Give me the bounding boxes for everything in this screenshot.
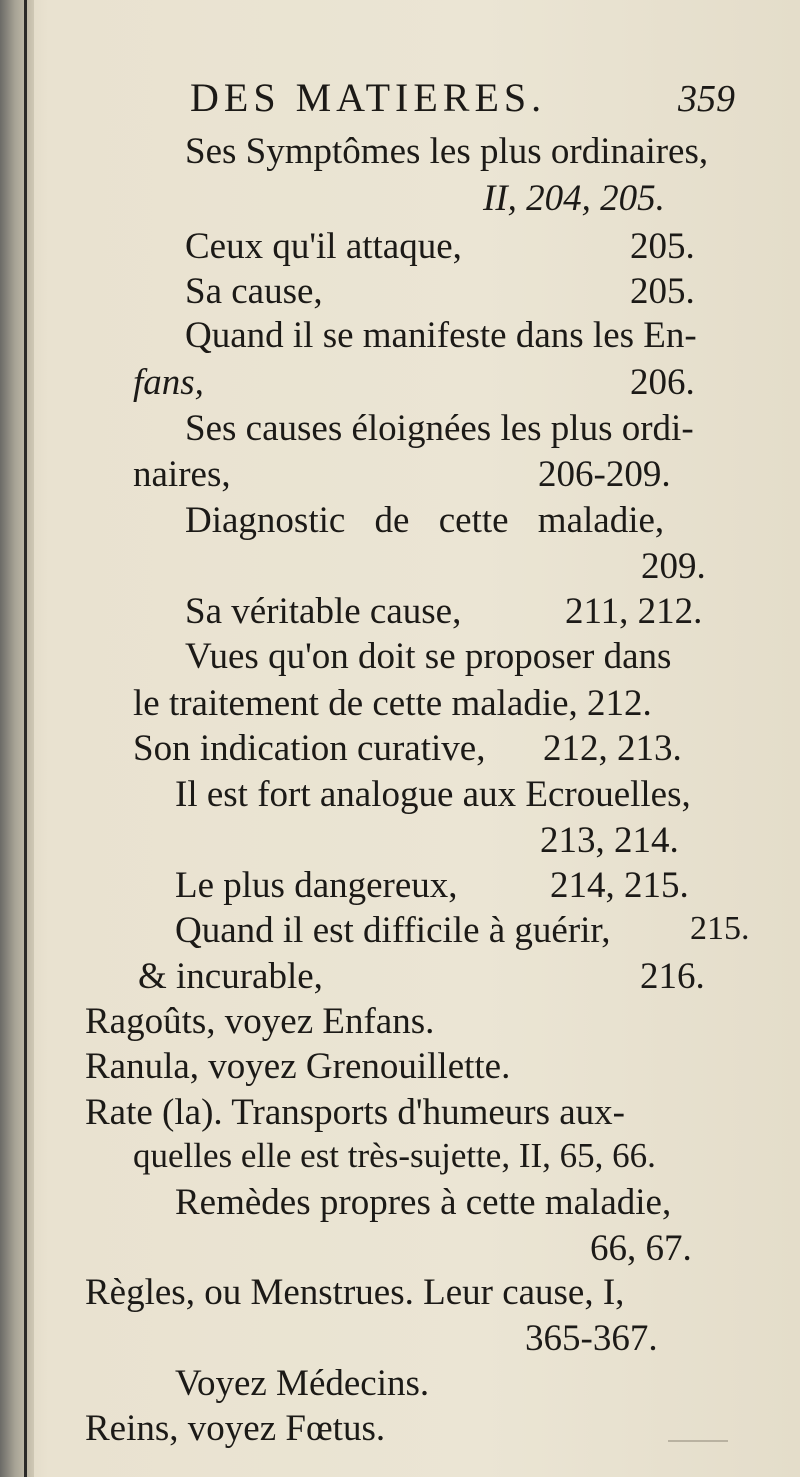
index-line: Quand il se manifeste dans les En- [185,315,697,356]
index-line: Vues qu'on doit se proposer dans [185,636,672,677]
index-line: 213, 214. [540,820,679,861]
index-line: 216. [640,956,705,997]
index-line: & incurable, [138,956,323,997]
index-line: Règles, ou Menstrues. Leur cause, I, [85,1272,625,1313]
index-line: naires, [133,454,231,495]
running-title: DES MATIERES. [190,75,547,120]
index-line: quelles elle est très-sujette, II, 65, 66. [133,1136,656,1175]
index-line: Voyez Médecins. [175,1363,430,1404]
index-line: le traitement de cette maladie, 212. [133,683,652,724]
index-line: Remèdes propres à cette maladie, [175,1182,672,1223]
index-line: Ragoûts, voyez Enfans. [85,1001,435,1042]
index-line: 205. [630,271,695,312]
index-line: Ses causes éloignées les plus ordi- [185,408,694,449]
page-number: 359 [678,78,735,120]
index-line: Rate (la). Transports d'humeurs aux- [85,1092,626,1133]
index-line: 365-367. [525,1318,658,1359]
index-line: Il est fort analogue aux Ecrouelles, [175,774,691,815]
index-line: 66, 67. [590,1228,692,1269]
footer-rule [668,1440,728,1442]
index-line: 206-209. [538,454,671,495]
index-line: Ceux qu'il attaque, [185,226,462,267]
index-line: fans, [133,362,204,403]
index-line: 215. [690,910,750,947]
index-line: Son indication curative, [133,728,486,769]
index-line: II, 204, 205. [483,178,665,219]
index-line: Sa véritable cause, [185,591,462,632]
index-line: 211, 212. [565,591,703,632]
index-line: Ses Symptômes les plus ordinaires, [185,131,709,172]
index-line: 205. [630,226,695,267]
index-line: Quand il est difficile à guérir, [175,910,611,951]
index-line: 206. [630,362,695,403]
index-line: 214, 215. [550,865,689,906]
index-line: 212, 213. [543,728,682,769]
index-line: Ranula, voyez Grenouillette. [85,1046,511,1087]
index-line: Reins, voyez Fœtus. [85,1408,386,1449]
index-line: 209. [641,546,706,587]
index-line: Sa cause, [185,271,323,312]
index-line: Diagnostic de cette maladie, [185,500,665,541]
index-line: Le plus dangereux, [175,865,458,906]
